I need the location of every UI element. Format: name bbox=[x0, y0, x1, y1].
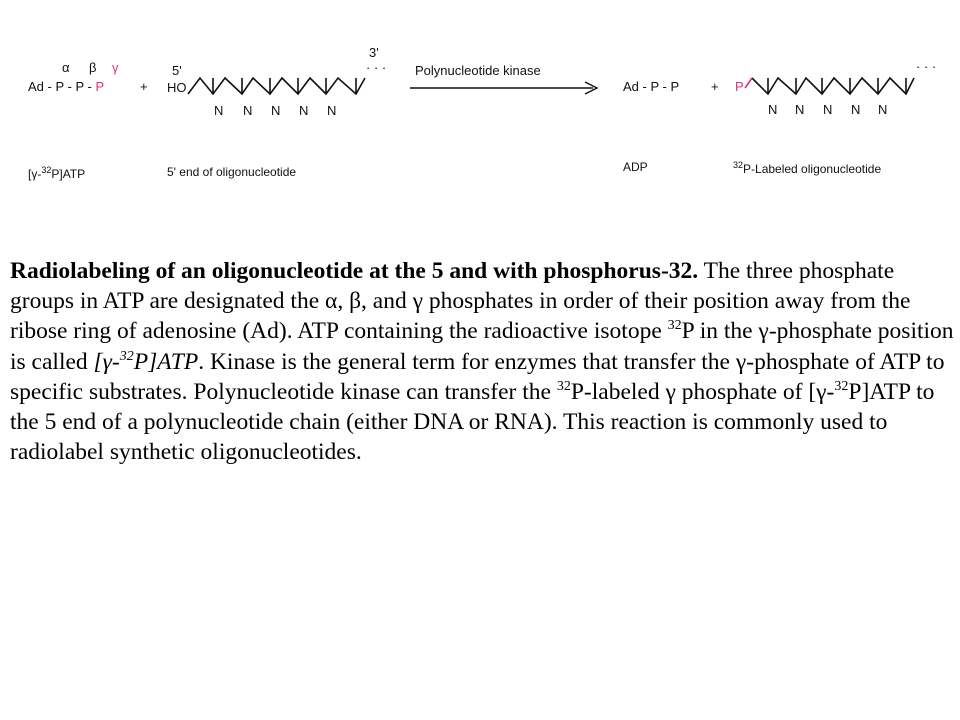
oligo-backbone bbox=[188, 78, 365, 94]
caption-text-5: P]ATP to the 5 end of a polynucleotide chain (either DNA or RNA). This reaction is commonly used to radiolabel synthetic oligonucleotides. bbox=[10, 378, 935, 466]
product-continuation-dots: · · · bbox=[916, 59, 937, 74]
product-base-n-1: N bbox=[768, 102, 778, 117]
product-base-n-2: N bbox=[795, 102, 805, 117]
atp-black-part: Ad - P - P - bbox=[28, 79, 96, 94]
caption-italic-2: P]ATP bbox=[133, 348, 199, 375]
base-n-5: N bbox=[327, 103, 337, 118]
figure-caption bbox=[10, 256, 955, 467]
ho-label: HO bbox=[167, 80, 187, 95]
product-base-n-5: N bbox=[878, 102, 888, 117]
reaction-drawing bbox=[0, 0, 960, 200]
plus-sign-2: + bbox=[711, 79, 719, 94]
base-n-4: N bbox=[299, 103, 309, 118]
caption-text-1: The three phosphate groups in ATP are designated the α, β, and γ phosphates in order of their position away from the ribose ring of adenosine (Ad). ATP containing the radioactive isotope bbox=[10, 258, 911, 345]
oligo-name-label: 5' end of oligonucleotide bbox=[167, 165, 297, 179]
adp-formula: Ad - P - P bbox=[623, 79, 680, 94]
product-backbone bbox=[752, 78, 914, 94]
caption-sup-4: 32 bbox=[834, 378, 849, 394]
three-prime-label: 3' bbox=[369, 45, 379, 60]
enzyme-label: Polynucleotide kinase bbox=[415, 63, 541, 78]
five-prime-label: 5' bbox=[172, 63, 182, 78]
adp-name-label: ADP bbox=[623, 160, 648, 174]
alpha-label: α bbox=[62, 60, 70, 75]
reaction-diagram bbox=[0, 0, 960, 200]
atp-name-suffix: P]ATP bbox=[51, 167, 86, 181]
base-n-1: N bbox=[214, 103, 224, 118]
plus-sign-1: + bbox=[140, 79, 148, 94]
caption-italic-1: [γ- bbox=[93, 348, 120, 375]
chain-continuation-dots: · · · bbox=[366, 60, 387, 75]
beta-label: β bbox=[89, 60, 97, 75]
caption-title: Radiolabeling of an oligonucleotide at the 5 and with phosphorus-32. bbox=[10, 258, 699, 284]
atp-name-prefix: [γ- bbox=[28, 167, 42, 181]
product-base-n-3: N bbox=[823, 102, 833, 117]
caption-sup-1: 32 bbox=[667, 318, 682, 334]
product-base-n-4: N bbox=[851, 102, 861, 117]
gamma-label: γ bbox=[112, 60, 119, 75]
product-name-text: P-Labeled oligonucleotide bbox=[743, 162, 882, 176]
base-n-3: N bbox=[271, 103, 281, 118]
caption-text-4: P-labeled γ phosphate of [γ- bbox=[570, 378, 835, 405]
labeled-phosphate: P bbox=[735, 79, 744, 94]
phosphate-bond bbox=[745, 78, 752, 88]
reaction-arrow bbox=[410, 82, 597, 94]
atp-gamma-phosphate: P bbox=[95, 79, 105, 94]
caption-text-3: . Kinase is the general term for enzymes that transfer the γ-phosphate of ATP to specific substrates. Polynucleotide kinase can transfer the bbox=[10, 348, 945, 405]
atp-name-sup: 32 bbox=[41, 165, 52, 175]
caption-sup-2: 32 bbox=[119, 348, 134, 364]
base-n-2: N bbox=[243, 103, 253, 118]
product-name-sup: 32 bbox=[733, 160, 744, 170]
caption-text-2: P in the γ-phosphate position is called bbox=[10, 318, 954, 375]
caption-sup-3: 32 bbox=[556, 378, 571, 394]
